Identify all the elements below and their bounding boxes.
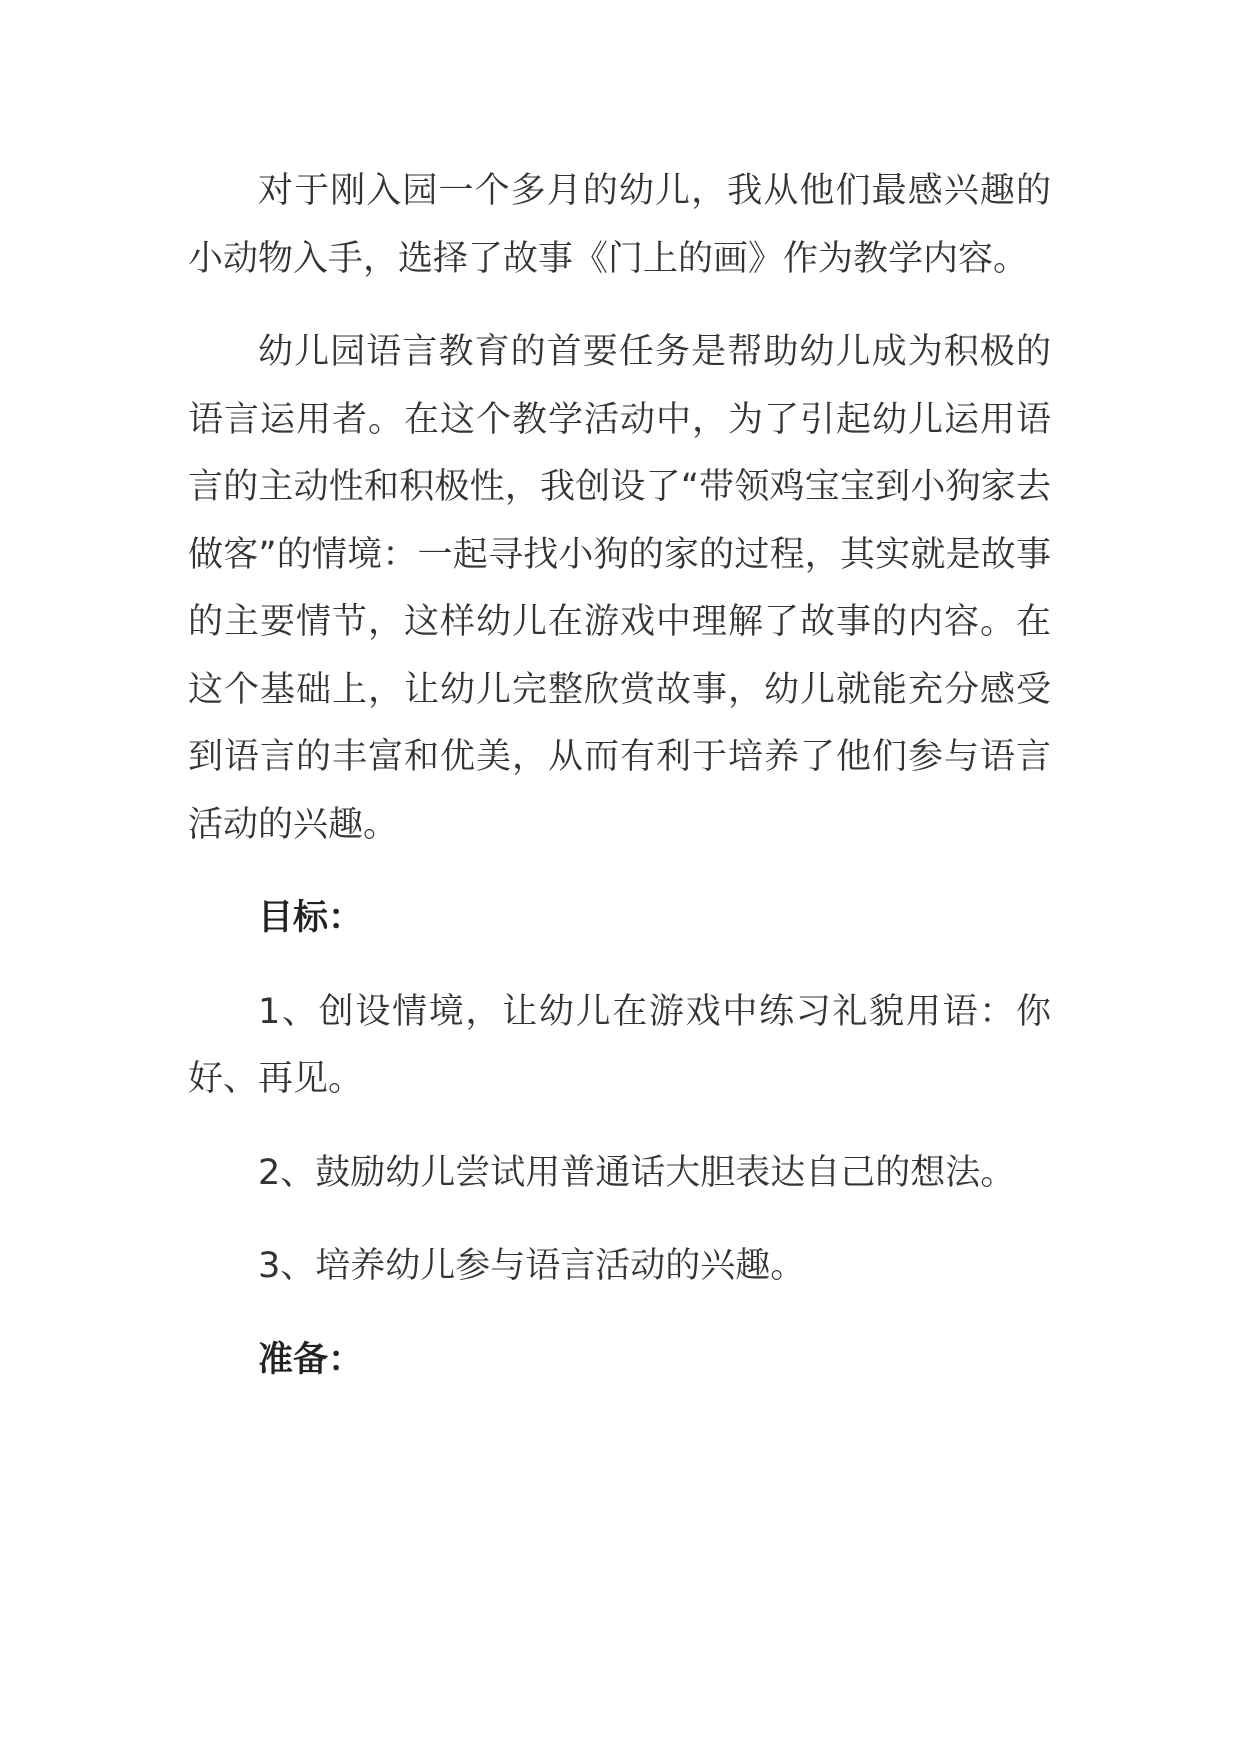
intro-paragraph-1: 对于刚入园一个多月的幼儿，我从他们最感兴趣的小动物入手，选择了故事《门上的画》作为教学内容。 xyxy=(188,171,1051,279)
goal-item-3: 3、培养幼儿参与语言活动的兴趣。 xyxy=(258,1246,806,1286)
preparation-heading: 准备： xyxy=(258,1339,364,1380)
goal-item-2: 2、鼓励幼儿尝试用普通话大胆表达自己的想法。 xyxy=(258,1152,1016,1193)
intro-paragraph-2: 幼儿园语言教育的首要任务是帮助幼儿成为积极的语言运用者。在这个教学活动中，为了引起幼儿运用语言的主动性和积极性，我创设了“带领鸡宝宝到小狗家去做客”的情境：一起寻找小狗的家的过程，其实就是故事的主要情节，这样幼儿在游戏中理解了故事的内容。在这个基础上，让幼儿完整欣赏故事，幼儿就能充分感受到语言的丰富和优美，从而有利于培养了他们参与语言活动的兴趣。 xyxy=(188,332,1051,845)
goals-heading: 目标： xyxy=(258,898,364,938)
document-body xyxy=(188,158,1051,1394)
goal-item-1: 1、创设情境，让幼儿在游戏中练习礼貌用语：你好、再见。 xyxy=(188,991,1051,1099)
